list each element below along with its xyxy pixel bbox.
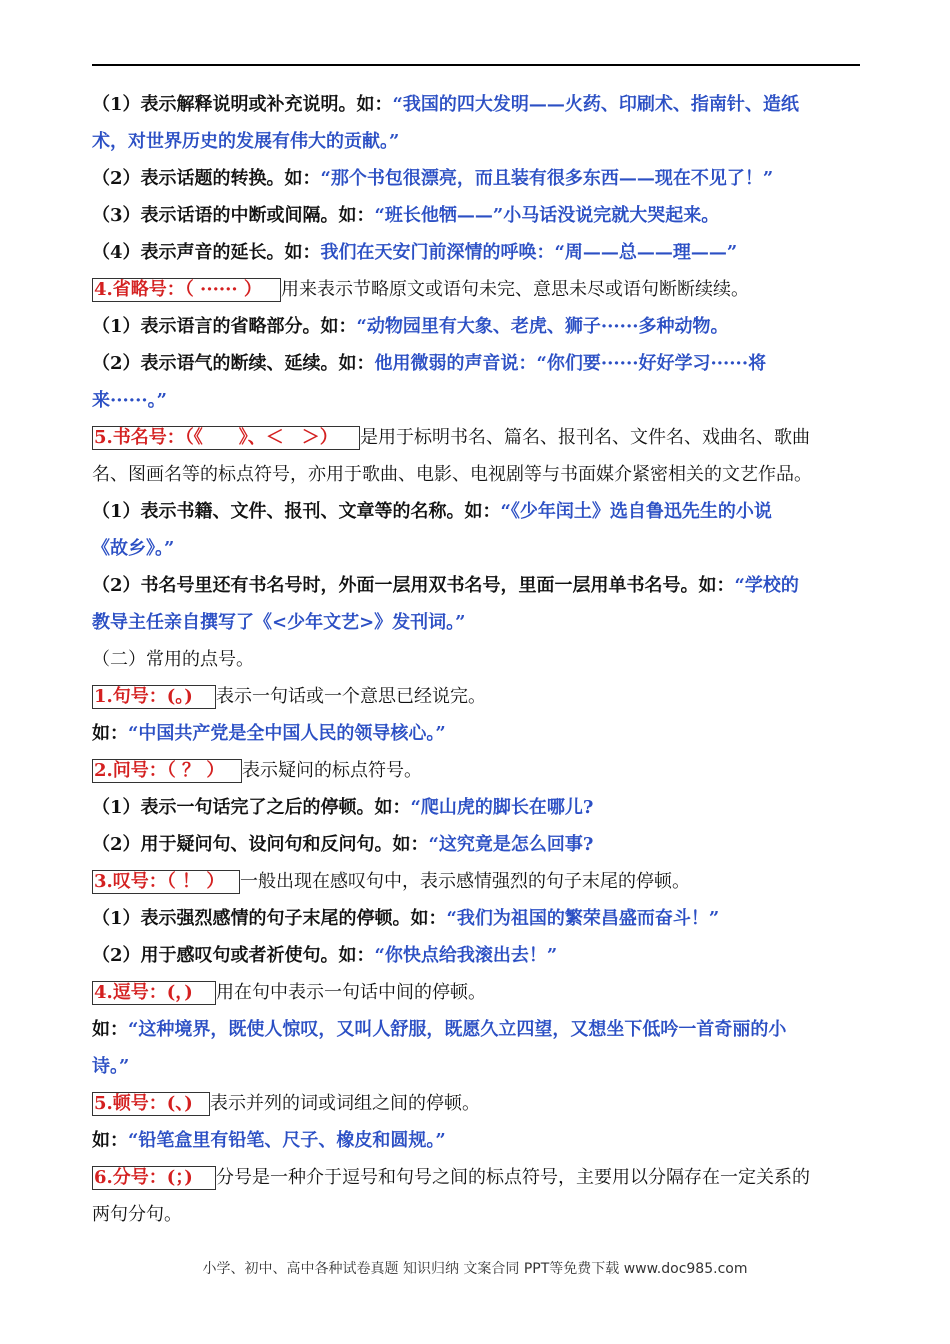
body-text: 名、图画名等的标点符号，亦用于歌曲、电影、电视剧等与书面媒介紧密相关的文艺作品。 [92, 464, 812, 485]
top-rule [92, 64, 860, 66]
example-quote: 我们在天安门前深情的呼唤：“周——总——理——” [320, 242, 738, 263]
line-label: （1）表示一句话完了之后的停顿。如： [92, 797, 411, 818]
heading-description: 分号是一种介于逗号和句号之间的标点符号，主要用以分隔存在一定关系的 [216, 1167, 810, 1188]
text-line [92, 641, 860, 678]
text-line [92, 123, 860, 160]
line-label: （1）表示解释说明或补充说明。如： [92, 94, 393, 115]
heading-description: 是用于标明书名、篇名、报刊名、文件名、戏曲名、歌曲 [360, 427, 810, 448]
body-text: （二）常用的点号。 [92, 649, 254, 670]
punctuation-heading-box: 1.句号：(。) [92, 685, 216, 709]
heading-description: 用来表示节略原文或语句未完、意思未尽或语句断断续续。 [281, 279, 749, 300]
text-line [92, 419, 860, 456]
text-line [92, 345, 860, 382]
text-line [92, 1048, 860, 1085]
text-line [92, 752, 860, 789]
page-footer: 小学、初中、高中各种试卷真题 知识归纳 文案合同 PPT等免费下载 www.doc985.com [202, 1261, 748, 1277]
punctuation-heading-box: 2.问号：（ ？ ） [92, 759, 242, 783]
example-quote: “《少年闰土》选自鲁迅先生的小说 [500, 501, 772, 522]
text-line [92, 234, 860, 271]
example-quote: “我们为祖国的繁荣昌盛而奋斗！” [446, 908, 720, 929]
line-label: （1）表示语言的省略部分。如： [92, 316, 357, 337]
line-label: （1）表示书籍、文件、报刊、文章等的名称。如： [92, 501, 501, 522]
text-line [92, 1122, 860, 1159]
text-line [92, 271, 860, 308]
example-quote: “班长他牺——”小马话没说完就大哭起来。 [374, 205, 720, 226]
text-line [92, 1085, 860, 1122]
line-label: （2）表示话题的转换。如： [92, 168, 321, 189]
line-label: （4）表示声音的延长。如： [92, 242, 321, 263]
punctuation-heading-box: 6.分号：(；) [92, 1166, 216, 1190]
punctuation-heading-box: 5.顿号：(、) [92, 1092, 210, 1116]
line-label: 如： [92, 723, 128, 744]
text-line [92, 678, 860, 715]
line-label: 如： [92, 1130, 128, 1151]
example-quote: “你快点给我滚出去！” [374, 945, 558, 966]
punctuation-heading-box: 4.省略号：（ ······ ） [92, 278, 281, 302]
text-line [92, 493, 860, 530]
text-line [92, 567, 860, 604]
example-quote: “中国共产党是全中国人民的领导核心。” [128, 723, 446, 744]
example-quote: 诗。” [92, 1056, 130, 1077]
example-quote: 教导主任亲自撰写了《<少年文艺>》发刊词。” [92, 612, 466, 633]
line-label: （3）表示话语的中断或间隔。如： [92, 205, 375, 226]
punctuation-heading-box: 3.叹号：（ ！ ） [92, 870, 240, 894]
example-quote: “动物园里有大象、老虎、狮子······多种动物。 [356, 316, 729, 337]
text-line [92, 160, 860, 197]
line-label: （2）用于疑问句、设问句和反问句。如： [92, 834, 429, 855]
text-line [92, 1011, 860, 1048]
example-quote: “这究竟是怎么回事? [428, 834, 594, 855]
example-quote: “这种境界，既使人惊叹，又叫人舒服，既愿久立四望，又想坐下低吟一首奇丽的小 [128, 1019, 787, 1040]
example-quote: “我国的四大发明——火药、印刷术、指南针、造纸 [392, 94, 799, 115]
text-line [92, 456, 860, 493]
example-quote: 术，对世界历史的发展有伟大的贡献。” [92, 131, 400, 152]
text-line [92, 863, 860, 900]
heading-description: 表示并列的词或词组之间的停顿。 [210, 1093, 480, 1114]
line-label: 如： [92, 1019, 128, 1040]
text-line [92, 937, 860, 974]
line-label: （2）用于感叹句或者祈使句。如： [92, 945, 375, 966]
example-quote: “爬山虎的脚长在哪儿? [410, 797, 594, 818]
example-quote: “学校的 [734, 575, 799, 596]
heading-description: 表示疑问的标点符号。 [242, 760, 422, 781]
punctuation-heading-box: 5.书名号：（《 》、＜ ＞） [92, 426, 360, 450]
heading-description: 一般出现在感叹句中，表示感情强烈的句子末尾的停顿。 [240, 871, 690, 892]
text-line [92, 530, 860, 567]
text-line [92, 197, 860, 234]
line-label: （2）书名号里还有书名号时，外面一层用双书名号，里面一层用单书名号。如： [92, 575, 735, 596]
text-line [92, 789, 860, 826]
text-line [92, 974, 860, 1011]
text-line [92, 308, 860, 345]
text-line [92, 1196, 860, 1233]
punctuation-heading-box: 4.逗号：(，) [92, 981, 216, 1005]
example-quote: 他用微弱的声音说：“你们要······好好学习······将 [374, 353, 767, 374]
example-quote: “铅笔盒里有铅笔、尺子、橡皮和圆规。” [128, 1130, 446, 1151]
heading-description: 用在句中表示一句话中间的停顿。 [216, 982, 486, 1003]
document-body [92, 86, 860, 1233]
text-line [92, 715, 860, 752]
text-line [92, 86, 860, 123]
heading-description: 表示一句话或一个意思已经说完。 [216, 686, 486, 707]
example-quote: 来······。” [92, 390, 167, 411]
text-line [92, 604, 860, 641]
example-quote: “那个书包很漂亮，而且装有很多东西——现在不见了！” [320, 168, 774, 189]
body-text: 两句分句。 [92, 1204, 182, 1225]
text-line [92, 382, 860, 419]
line-label: （2）表示语气的断续、延续。如： [92, 353, 375, 374]
text-line [92, 826, 860, 863]
line-label: （1）表示强烈感情的句子末尾的停顿。如： [92, 908, 447, 929]
example-quote: 《故乡》。” [92, 538, 175, 559]
text-line [92, 1159, 860, 1196]
text-line [92, 900, 860, 937]
